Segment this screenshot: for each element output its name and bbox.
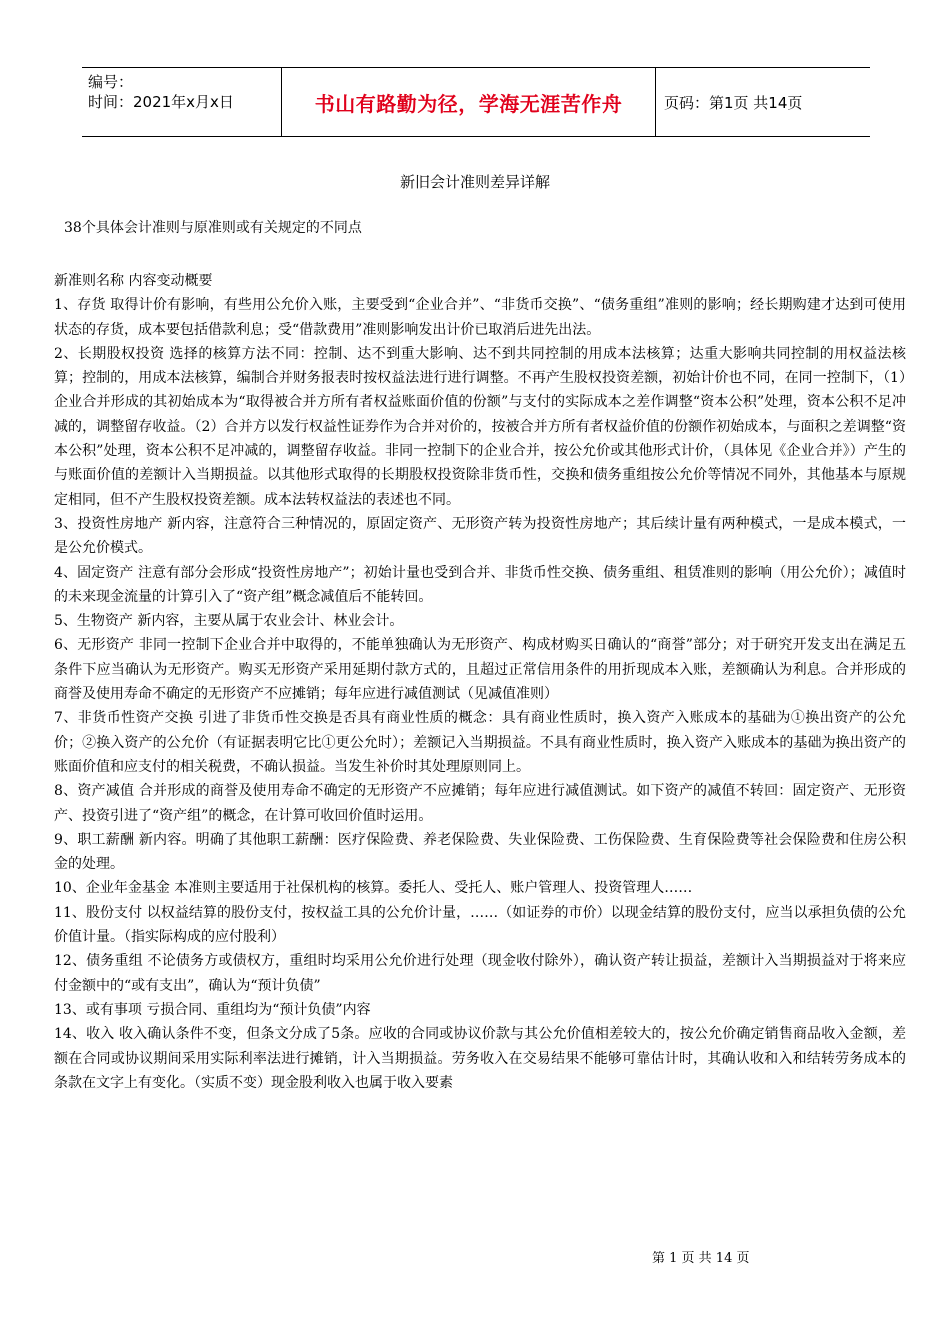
header-motto: 书山有路勤为径，学海无涯苦作舟 (282, 68, 656, 136)
page-footer: 第 1 页 共 14 页 (652, 1251, 750, 1266)
standard-item: 2、长期股权投资 选择的核算方法不同：控制、达不到重大影响、达不到共同控制的用成本法核算；达重大影响共同控制的用权益法核算；控制的，用成本法核算，编制合并财务报表时按权益法进行进行调整。不再产生股权投资差额，初始计价也不同，在同一控制下，（1）企业合并形成的其初始成本为“取得被合并方所有者权益账面价值的份额”与支付的实际成本之差作调整“资本公积”处理，资本公积不足冲减的，调整留存收益。（2）合并方以发行权益性证券作为合并对价的，按被合并方所有者权益价值的份额作初始成本，与面积之差调整“资本公积”处理，资本公积不足冲减的，调整留存收益。非同一控制下的企业合并，按公允价或其他形式计价，（具体见《企业合并》）产生的与账面价值的差额计入当期损益。以其他形式取得的长期股权投资除非货币性，交换和债务重组按公允价等情况不同外，其他基本与原规定相同，但不产生股权投资差额。成本法转权益法的表述也不同。 (54, 345, 906, 508)
standard-item: 14、收入 收入确认条件不变，但条文分成了5条。应收的合同或协议价款与其公允价值相差较大的，按公允价确定销售商品收入金额，差额在合同或协议期间采用实际利率法进行摊销，计入当期损益。劳务收入在交易结果不能够可靠估计时，其确认收和入和结转劳务成本的条款在文字上有变化。（实质不变）现金股利收入也属于收入要素 (54, 1026, 906, 1091)
document-number-label: 编号： (88, 73, 134, 91)
standard-item: 10、企业年金基金 本准则主要适用于社保机构的核算。委托人、受托人、账户管理人、投资管理人…… (54, 880, 693, 897)
standard-item: 5、生物资产 新内容，主要从属于农业会计、林业会计。 (54, 613, 404, 630)
standard-item: 12、债务重组 不论债务方或债权方，重组时均采用公允价进行处理（现金收付除外），确认资产转让损益，差额计入当期损益对于将来应付金额中的“或有支出”，确认为“预计负债” (54, 953, 906, 994)
standard-item: 13、或有事项 亏损合同、重组均为“预计负债”内容 (54, 1001, 371, 1018)
document-body (54, 269, 906, 1095)
document-subtitle: 38个具体会计准则与原准则或有关规定的不同点 (64, 220, 362, 236)
standard-item: 9、职工薪酬 新内容。明确了其他职工薪酬：医疗保险费、养老保险费、失业保险费、工伤保险费、生育保险费等社会保险费和住房公积金的处理。 (54, 831, 906, 873)
document-date-label: 时间：2021年x月x日 (88, 93, 234, 111)
column-header: 新准则名称 内容变动概要 (54, 273, 213, 289)
standard-item: 6、无形资产 非同一控制下企业合并中取得的，不能单独确认为无形资产、构成材购买日确认的“商誉”部分；对于研究开发支出在满足五条件下应当确认为无形资产。购买无形资产采用延期付款方式的，且超过正常信用条件的用折现成本入账，差额确认为利息。合并形成的商誉及使用寿命不确定的无形资产不应摊销；每年应进行减值测试（见减值准则） (54, 637, 906, 703)
header-meta (82, 68, 282, 136)
standard-item: 11、股份支付 以权益结算的股份支付，按权益工具的公允价计量，……（如证券的市价）以现金结算的股份支付，应当以承担负债的公允价值计量。（指实际构成的应付股利） (54, 904, 906, 946)
standard-item: 7、非货币性资产交换 引进了非货币性交换是否具有商业性质的概念：具有商业性质时，换入资产入账成本的基础为①换出资产的公允价；②换入资产的公允价（有证据表明它比①更公允时）；差额记入当期损益。不具有商业性质时，换入资产入账成本的基础为换出资产的账面价值和应支付的相关税费，不确认损益。当发生补价时其处理原则同上。 (54, 710, 906, 775)
document-title: 新旧会计准则差异详解 (399, 173, 550, 191)
page-header (82, 67, 870, 137)
standard-item: 8、资产减值 合并形成的商誉及使用寿命不确定的无形资产不应摊销；每年应进行减值测试。如下资产的减值不转回：固定资产、无形资产、投资引进了“资产组”的概念，在计算可收回价值时运用。 (54, 783, 906, 824)
header-page-info: 页码：第1页 共14页 (664, 93, 803, 112)
standard-item: 4、固定资产 注意有部分会形成“投资性房地产”；初始计量也受到合并、非货币性交换、债务重组、租赁准则的影响（用公允价）；减值时的未来现金流量的计算引入了“资产组”概念减值后不能转回。 (54, 564, 906, 605)
standard-item: 3、投资性房地产 新内容，注意符合三种情况的，原固定资产、无形资产转为投资性房地产；其后续计量有两种模式，一是成本模式，一是公允价模式。 (54, 515, 906, 557)
standard-item: 1、存货 取得计价有影响，有些用公允价入账，主要受到“企业合并”、“非货币交换”、“债务重组”准则的影响；经长期购建才达到可使用状态的存货，成本要包括借款利息；受“借款费用”准则影响发出计价已取消后进先出法。 (54, 297, 906, 338)
